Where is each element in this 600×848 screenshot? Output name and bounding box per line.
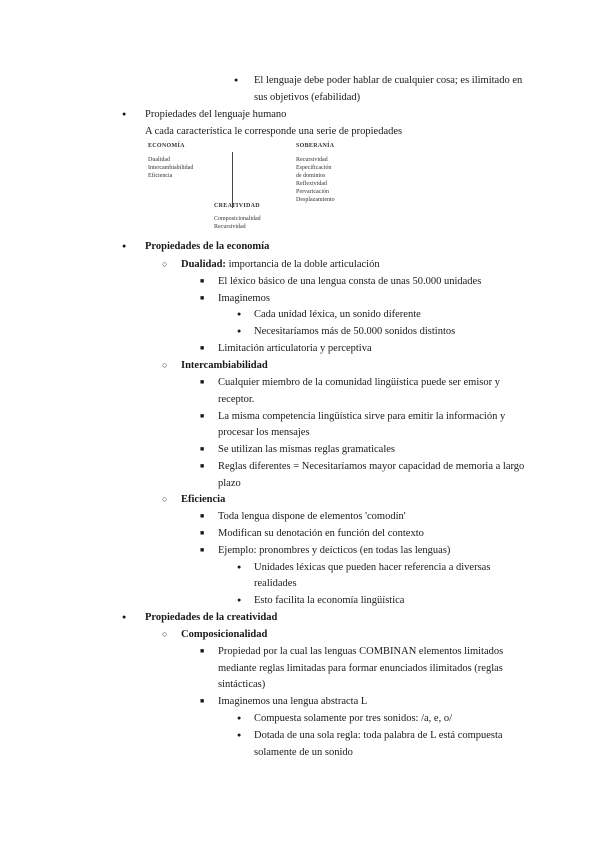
text-line: sus objetivos (efabilidad) bbox=[254, 92, 361, 103]
diagram-divider bbox=[232, 152, 233, 208]
text-line: Ejemplo: pronombres y deícticos (en todas las lenguas) bbox=[218, 545, 451, 556]
bullet-disc bbox=[122, 106, 126, 124]
diagram-bottom-column bbox=[214, 202, 261, 231]
text-line: Toda lengua dispone de elementos 'comodín' bbox=[218, 511, 406, 522]
bullet-disc bbox=[237, 710, 241, 728]
properties-diagram bbox=[148, 142, 378, 234]
text-line: sintácticas) bbox=[218, 679, 266, 690]
text-line: Unidades léxicas que pueden hacer referencia a diversas bbox=[254, 562, 491, 573]
section-heading: Propiedades de la creatividad bbox=[145, 612, 278, 623]
text-line: Esto facilita la economía lingüística bbox=[254, 595, 405, 606]
bullet-disc bbox=[237, 323, 241, 341]
subsection-heading: Eficiencia bbox=[181, 494, 226, 505]
bullet-square bbox=[200, 273, 204, 291]
bullet-circle bbox=[162, 256, 167, 273]
bullet-disc bbox=[234, 72, 238, 90]
text-line: Dualidad: importancia de la doble articulación bbox=[181, 259, 380, 270]
diagram-bottom-head: CREATIVIDAD bbox=[214, 203, 260, 209]
bullet-square bbox=[200, 542, 204, 560]
text-line: realidades bbox=[254, 578, 297, 589]
text-line: Dotada de una sola regla: toda palabra de L está compuesta bbox=[254, 730, 503, 741]
diagram-item: Reflexividad bbox=[296, 181, 327, 187]
bullet-square bbox=[200, 408, 204, 426]
text-line: mediante reglas limitadas para formar enunciados ilimitados (reglas bbox=[218, 663, 503, 674]
bullet-square bbox=[200, 374, 204, 392]
bullet-circle bbox=[162, 491, 167, 508]
diagram-item: Intercambiabilidad bbox=[148, 165, 194, 171]
text-line: Limitación articulatoria y perceptiva bbox=[218, 343, 372, 354]
text-line: Propiedades del lenguaje humano bbox=[145, 109, 287, 120]
text-line: Imaginemos bbox=[218, 293, 270, 304]
diagram-item: Desplazamiento bbox=[296, 197, 335, 203]
diagram-item: Composicionalidad bbox=[214, 216, 261, 222]
bullet-square bbox=[200, 525, 204, 543]
bullet-square bbox=[200, 290, 204, 308]
bullet-square bbox=[200, 458, 204, 476]
bullet-square bbox=[200, 340, 204, 358]
text-line: Necesitaríamos más de 50.000 sonidos distintos bbox=[254, 326, 456, 337]
text-line: Imaginemos una lengua abstracta L bbox=[218, 696, 368, 707]
bullet-square bbox=[200, 643, 204, 661]
bullet-circle bbox=[162, 626, 167, 643]
text-line: El lenguaje debe poder hablar de cualquier cosa; es ilimitado en bbox=[254, 75, 523, 86]
diagram-left-column bbox=[148, 142, 193, 180]
text-line: El léxico básico de una lengua consta de unas 50.000 unidades bbox=[218, 276, 482, 287]
bullet-disc bbox=[237, 306, 241, 324]
subsection-heading: Composicionalidad bbox=[181, 629, 268, 640]
text-line: plazo bbox=[218, 478, 241, 489]
text-line: Cada unidad léxica, un sonido diferente bbox=[254, 309, 421, 320]
diagram-right-column bbox=[296, 142, 335, 204]
text-line: La misma competencia lingüística sirve para emitir la información y bbox=[218, 411, 506, 422]
bullet-square bbox=[200, 508, 204, 526]
diagram-item: Dualidad bbox=[148, 157, 170, 163]
text-line: solamente de un sonido bbox=[254, 747, 353, 758]
bullet-disc bbox=[122, 238, 126, 256]
bullet-square bbox=[200, 441, 204, 459]
text-line: Cualquier miembro de la comunidad lingüística puede ser emisor y bbox=[218, 377, 500, 388]
text-line: A cada característica le corresponde una serie de propiedades bbox=[145, 126, 403, 137]
bullet-disc bbox=[122, 609, 126, 627]
diagram-left-head: ECONOMÍA bbox=[148, 143, 185, 149]
diagram-item: Recursividad bbox=[296, 157, 328, 163]
bullet-disc bbox=[237, 559, 241, 577]
section-heading: Propiedades de la economía bbox=[145, 241, 270, 252]
text-line: Propiedad por la cual las lenguas COMBINAN elementos limitados bbox=[218, 646, 504, 657]
bullet-circle bbox=[162, 357, 167, 374]
text-line: receptor. bbox=[218, 394, 255, 405]
text-line: Reglas diferentes = Necesitaríamos mayor capacidad de memoria a largo bbox=[218, 461, 525, 472]
text-line: Modifican su denotación en función del contexto bbox=[218, 528, 424, 539]
subsection-heading: Intercambiabilidad bbox=[181, 360, 268, 371]
text-line: Compuesta solamente por tres sonidos: /a, e, o/ bbox=[254, 713, 453, 724]
diagram-right-head: SOBERANÍA bbox=[296, 143, 335, 149]
bullet-disc bbox=[237, 727, 241, 745]
bullet-square bbox=[200, 693, 204, 711]
diagram-item: Prevaricación bbox=[296, 189, 329, 195]
diagram-item: Eficiencia bbox=[148, 173, 173, 179]
text-line: procesar los mensajes bbox=[218, 427, 310, 438]
diagram-item: de dominios bbox=[296, 173, 326, 179]
bullet-disc bbox=[237, 592, 241, 610]
diagram-item: Especificación bbox=[296, 165, 332, 171]
text-line: Se utilizan las mismas reglas gramaticales bbox=[218, 444, 395, 455]
diagram-item: Recursividad bbox=[214, 224, 246, 230]
